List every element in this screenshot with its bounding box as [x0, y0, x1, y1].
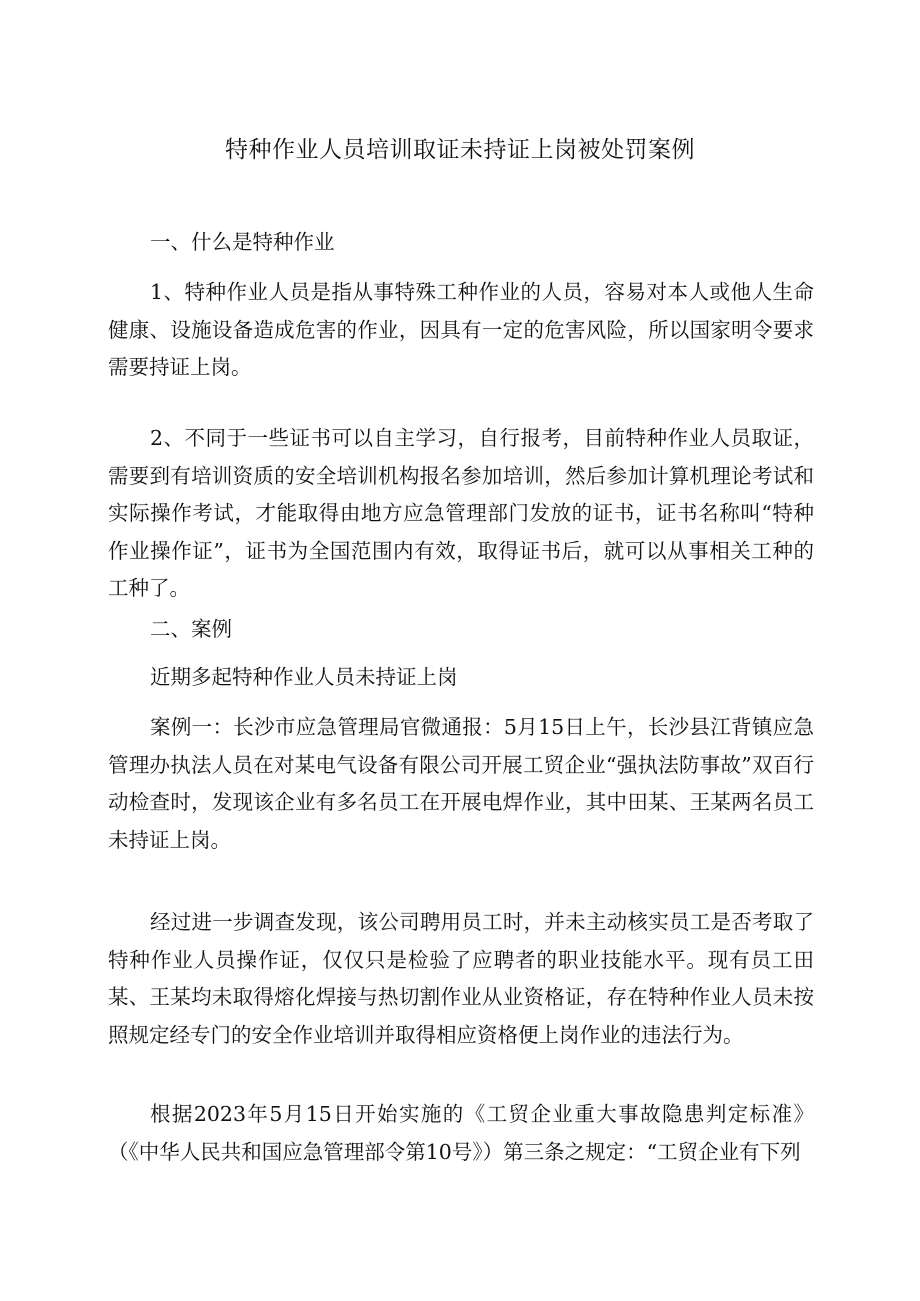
- section-heading-what-is-special-operation: 一、什么是特种作业: [150, 230, 335, 254]
- paragraph-case-one: 案例一：长沙市应急管理局官微通报：5月15日上午，长沙县江背镇应急管理办执法人员在对某电气设备有限公司开展工贸企业“强执法防事故”双百行动检查时，发现该企业有多名员工在开展电焊作业，其中田某、王某两名员工未持证上岗。: [108, 715, 814, 852]
- paragraph-definition: 1、特种作业人员是指从事特殊工种作业的人员，容易对本人或他人生命健康、设施设备造成危害的作业，因具有一定的危害风险，所以国家明令要求需要持证上岗。: [108, 280, 814, 379]
- paragraph-legal-basis: 根据2023年5月15日开始实施的《工贸企业重大事故隐患判定标准》（《中华人民共和国应急管理部令第10号》）第三条之规定：“工贸企业有下列: [108, 1102, 814, 1164]
- paragraph-cases-intro: 近期多起特种作业人员未持证上岗: [150, 665, 458, 689]
- paragraph-investigation: 经过进一步调查发现，该公司聘用员工时，并未主动核实员工是否考取了特种作业人员操作证，仅仅只是检验了应聘者的职业技能水平。现有员工田某、王某均未取得熔化焊接与热切割作业从业资格证，存在特种作业人员未按照规定经专门的安全作业培训并取得相应资格便上岗作业的违法行为。: [108, 910, 814, 1047]
- document-title: 特种作业人员培训取证未持证上岗被处罚案例: [225, 137, 695, 163]
- section-heading-cases: 二、案例: [150, 617, 232, 641]
- paragraph-certification-process: 2、不同于一些证书可以自主学习，自行报考，目前特种作业人员取证，需要到有培训资质的安全培训机构报名参加培训，然后参加计算机理论考试和实际操作考试，才能取得由地方应急管理部门发放的证书，证书名称叫“特种作业操作证”，证书为全国范围内有效，取得证书后，就可以从事相关工种的工种了。: [108, 426, 814, 600]
